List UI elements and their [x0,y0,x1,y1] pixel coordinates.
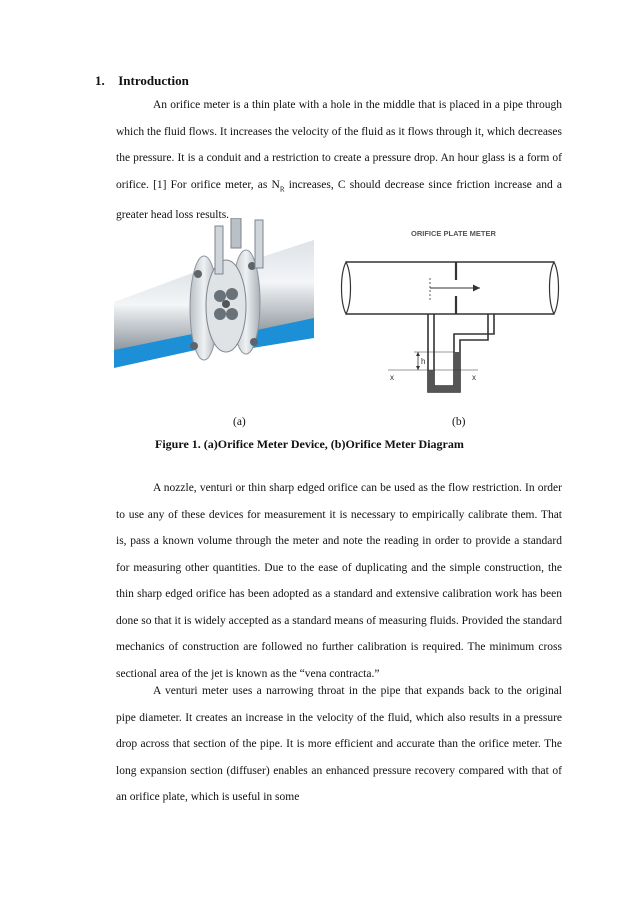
manometer-fluid [428,352,460,392]
diagram-h-label: h [421,357,426,366]
section-heading [95,73,189,89]
paragraph-intro-tail: increases, C should decrease since friction increase and a greater head loss results. [116,178,562,222]
paragraph-venturi-text: A venturi meter uses a narrowing throat in the pipe that expands back to the original pipe diameter. It creates an increase in the velocity of the fluid, which also results in a pressure drop across that section of the pipe. It is more efficient and accurate than the orifice meter. The long expansion section (diffuser) enables an enhanced pressure recovery compared with that of an orifice plate, which is useful in some [116,685,562,803]
plate-tab-right [255,220,263,268]
plate-tab-left [215,226,223,274]
reynolds-subscript: R [279,184,285,193]
diagram-x-right-label: x [472,373,476,382]
section-title: Introduction [118,73,189,88]
paragraph-intro [116,92,562,229]
section-number: 1. [95,73,105,88]
figure-label-a: (a) [233,416,246,428]
diagram-x-left-label: x [390,373,394,382]
paragraph-intro-text: An orifice meter is a thin plate with a hole in the middle that is placed in a pipe through which the fluid flows. It increases the velocity of the fluid as it flows through it, which decreases the pressure. It is a conduit and a restriction to create a pressure drop. An hour glass is a form of orifice. [1] For orifice meter, as N [116,99,562,191]
paragraph-flow-restriction-text: A nozzle, venturi or thin sharp edged orifice can be used as the flow restriction. In order to use any of these devices for measurement it is necessary to empirically calibrate them. That is, pass a known volume through the meter and note the reading in order to provide a standard for measuring other quantities. Due to the ease of duplicating and the simple construction, the thin sharp edged orifice has been adopted as a standard and extensive calibration work has been done so that it is widely accepted as a standard means of measuring fluids. Provided the standard mechanics of construction are followed no further calibration is required. The minimum cross sectional area of the jet is known as the “vena contracta.” [116,482,562,680]
pipe-left-end [342,262,351,314]
figure-caption: Figure 1. (a)Orifice Meter Device, (b)Orifice Meter Diagram [155,437,464,451]
figure-label-b: (b) [452,416,466,428]
pipe-right-end [550,262,559,314]
paragraph-venturi [116,678,562,811]
orifice-device-illustration [114,218,314,396]
orifice-meter-diagram [338,222,564,402]
diagram-title: ORIFICE PLATE METER [411,229,496,238]
paragraph-flow-restriction [116,475,562,687]
plate-handle [231,218,241,248]
